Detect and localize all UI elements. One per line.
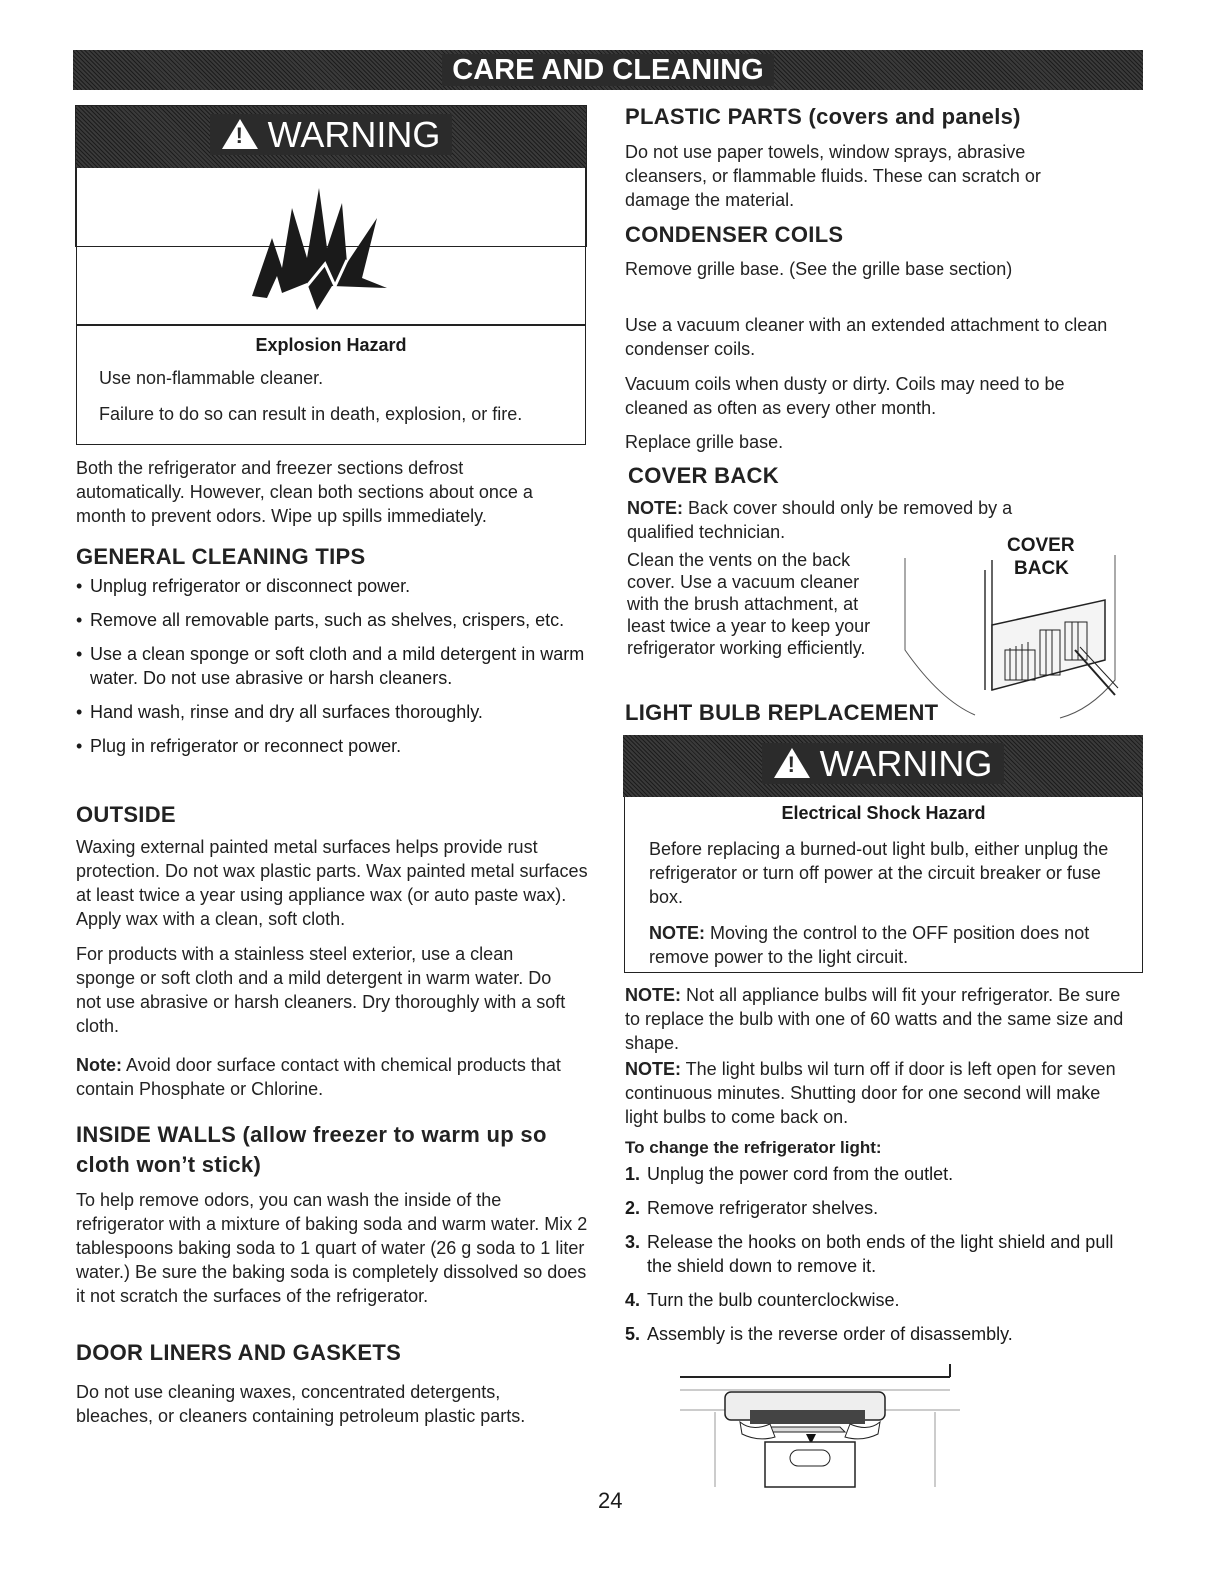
section-banner [73, 50, 1143, 90]
cover-back-figure [900, 530, 1125, 725]
electrical-warning-header [623, 735, 1143, 797]
condenser-heading: CONDENSER COILS [625, 222, 844, 247]
step-item [625, 1288, 1140, 1312]
cover-label: COVER [1007, 535, 1075, 556]
cleaning-tip-item: • Remove all removable parts, such as shelves, crispers, etc. [76, 608, 591, 632]
outside-paragraph-2: For products with a stainless steel exterior, use a clean sponge or soft cloth and a mild detergent in warm water. Do not use abrasive or harsh cleaners. Dry thoroughly with a soft cloth. [76, 944, 566, 1036]
door-liners-heading: DOOR LINERS AND GASKETS [76, 1340, 402, 1365]
explosion-icon [77, 168, 587, 324]
step-number: 4. [625, 1290, 641, 1310]
electrical-warning-body [624, 797, 1143, 973]
step-item [625, 1196, 1140, 1220]
note-text: Not all appliance bulbs will fit your refrigerator. Be sure to replace the bulb with one of 60 watts and the same size and shape. [625, 985, 1124, 1053]
outside-note [76, 1053, 586, 1101]
cover-back-heading: COVER BACK [628, 463, 779, 488]
hazard-subtitle: Explosion Hazard [255, 335, 407, 355]
light-shield-figure [680, 1362, 960, 1490]
steps-list [625, 1162, 1140, 1356]
condenser-paragraph-3: Vacuum coils when dusty or dirty. Coils may need to be cleaned as often as every other month. [625, 374, 1065, 418]
step-item [625, 1322, 1140, 1346]
note-label: NOTE: [649, 923, 705, 943]
warning-triangle-icon [222, 119, 258, 149]
cover-back-paragraph: Clean the vents on the back cover. Use a vacuum cleaner with the brush attachment, at least twice a year to keep your refrigerator working efficiently. [627, 550, 871, 658]
hazard-line-1: Use non-flammable cleaner. [99, 368, 324, 388]
steps-title: To change the refrigerator light: [625, 1138, 882, 1157]
note-text: The light bulbs wil turn off if door is left open for seven continuous minutes. Shutting door for one second will make light bulbs to come back on. [625, 1059, 1116, 1127]
warning-header-text: WARNING [267, 114, 441, 155]
cleaning-tip-item: • Unplug refrigerator or disconnect power. [76, 574, 591, 598]
bulb-note-2 [625, 1057, 1130, 1129]
note-label: Note: [76, 1055, 122, 1075]
condenser-paragraph-2: Use a vacuum cleaner with an extended attachment to clean condenser coils. [625, 315, 1108, 359]
cleaning-tip-item: • Use a clean sponge or soft cloth and a mild detergent in warm water. Do not use abrasive or harsh cleaners. [76, 642, 591, 690]
section-title: CARE AND CLEANING [442, 54, 773, 86]
warning-header-text: WARNING [819, 743, 993, 784]
warning-triangle-icon [774, 748, 810, 778]
condenser-paragraph-4: Replace grille base. [625, 432, 784, 452]
outside-heading: OUTSIDE [76, 802, 176, 827]
inside-walls-heading: INSIDE WALLS (allow freezer to warm up so cloth won’t stick) [76, 1122, 547, 1177]
light-bulb-heading: LIGHT BULB REPLACEMENT [625, 700, 939, 725]
note-label: NOTE: [625, 985, 681, 1005]
note-text: Back cover should only be removed by a qualified technician. [627, 498, 1013, 542]
note-text: Moving the control to the OFF position does not remove power to the light circuit. [649, 923, 1090, 967]
intro-paragraph: Both the refrigerator and freezer sections defrost automatically. However, clean both sections about once a month to prevent odors. Wipe up spills immediately. [76, 458, 533, 526]
step-item [625, 1230, 1140, 1278]
plastic-parts-heading: PLASTIC PARTS (covers and panels) [625, 104, 1021, 129]
cover-back-illustration [900, 530, 1125, 725]
outside-paragraph-1: Waxing external painted metal surfaces helps provide rust protection. Do not wax plastic parts. Wax painted metal surfaces at least twice a year using appliance wax (or auto paste wax). Apply wax with a clean, soft cloth. [76, 837, 588, 929]
cleaning-tip-item: • Hand wash, rinse and dry all surfaces thoroughly. [76, 700, 591, 724]
back-label: BACK [1014, 558, 1069, 579]
step-text: Assembly is the reverse order of disassembly. [647, 1324, 1013, 1344]
step-number: 2. [625, 1198, 641, 1218]
page-number: 24 [598, 1488, 623, 1513]
condenser-paragraph-1: Remove grille base. (See the grille base section) [625, 259, 1013, 279]
step-item [625, 1162, 1140, 1186]
step-text: Unplug the power cord from the outlet. [647, 1164, 954, 1184]
step-text: Turn the bulb counterclockwise. [647, 1290, 900, 1310]
hazard-note [649, 921, 1112, 969]
inside-walls-paragraph: To help remove odors, you can wash the inside of the refrigerator with a mixture of baking soda and warm water. Mix 2 tablespoons baking soda to 1 quart of water (26 g soda to 1 liter water.) Be sure the baking soda is completely dissolved so does it not scratch the surfaces of the refrigerator. [76, 1190, 588, 1306]
general-cleaning-list [76, 574, 591, 768]
light-shield-illustration [680, 1362, 960, 1490]
step-text: Remove refrigerator shelves. [647, 1198, 879, 1218]
note-text: Avoid door surface contact with chemical products that contain Phosphate or Chlorine. [76, 1055, 561, 1099]
cleaning-tip-item: • Plug in refrigerator or reconnect power. [76, 734, 591, 758]
step-number: 1. [625, 1164, 641, 1184]
general-cleaning-heading: GENERAL CLEANING TIPS [76, 544, 366, 569]
step-text: Release the hooks on both ends of the light shield and pull the shield down to remove it. [647, 1232, 1114, 1276]
explosion-figure [76, 168, 586, 324]
hazard-paragraph: Before replacing a burned-out light bulb, either unplug the refrigerator or turn off power at the circuit breaker or fuse box. [649, 839, 1109, 907]
note-label: NOTE: [625, 1059, 681, 1079]
step-number: 3. [625, 1232, 641, 1252]
door-liners-paragraph: Do not use cleaning waxes, concentrated detergents, bleaches, or cleaners containing petroleum plastic parts. [76, 1382, 526, 1426]
hazard-line-2: Failure to do so can result in death, explosion, or fire. [99, 404, 523, 424]
hazard-subtitle: Electrical Shock Hazard [781, 803, 986, 823]
bulb-note-1 [625, 983, 1135, 1055]
explosion-text-area [76, 325, 586, 445]
warning-header [76, 106, 586, 168]
note-label: NOTE: [627, 498, 683, 518]
plastic-parts-paragraph: Do not use paper towels, window sprays, abrasive cleansers, or flammable fluids. These can scratch or damage the material. [625, 142, 1041, 210]
step-number: 5. [625, 1324, 641, 1344]
